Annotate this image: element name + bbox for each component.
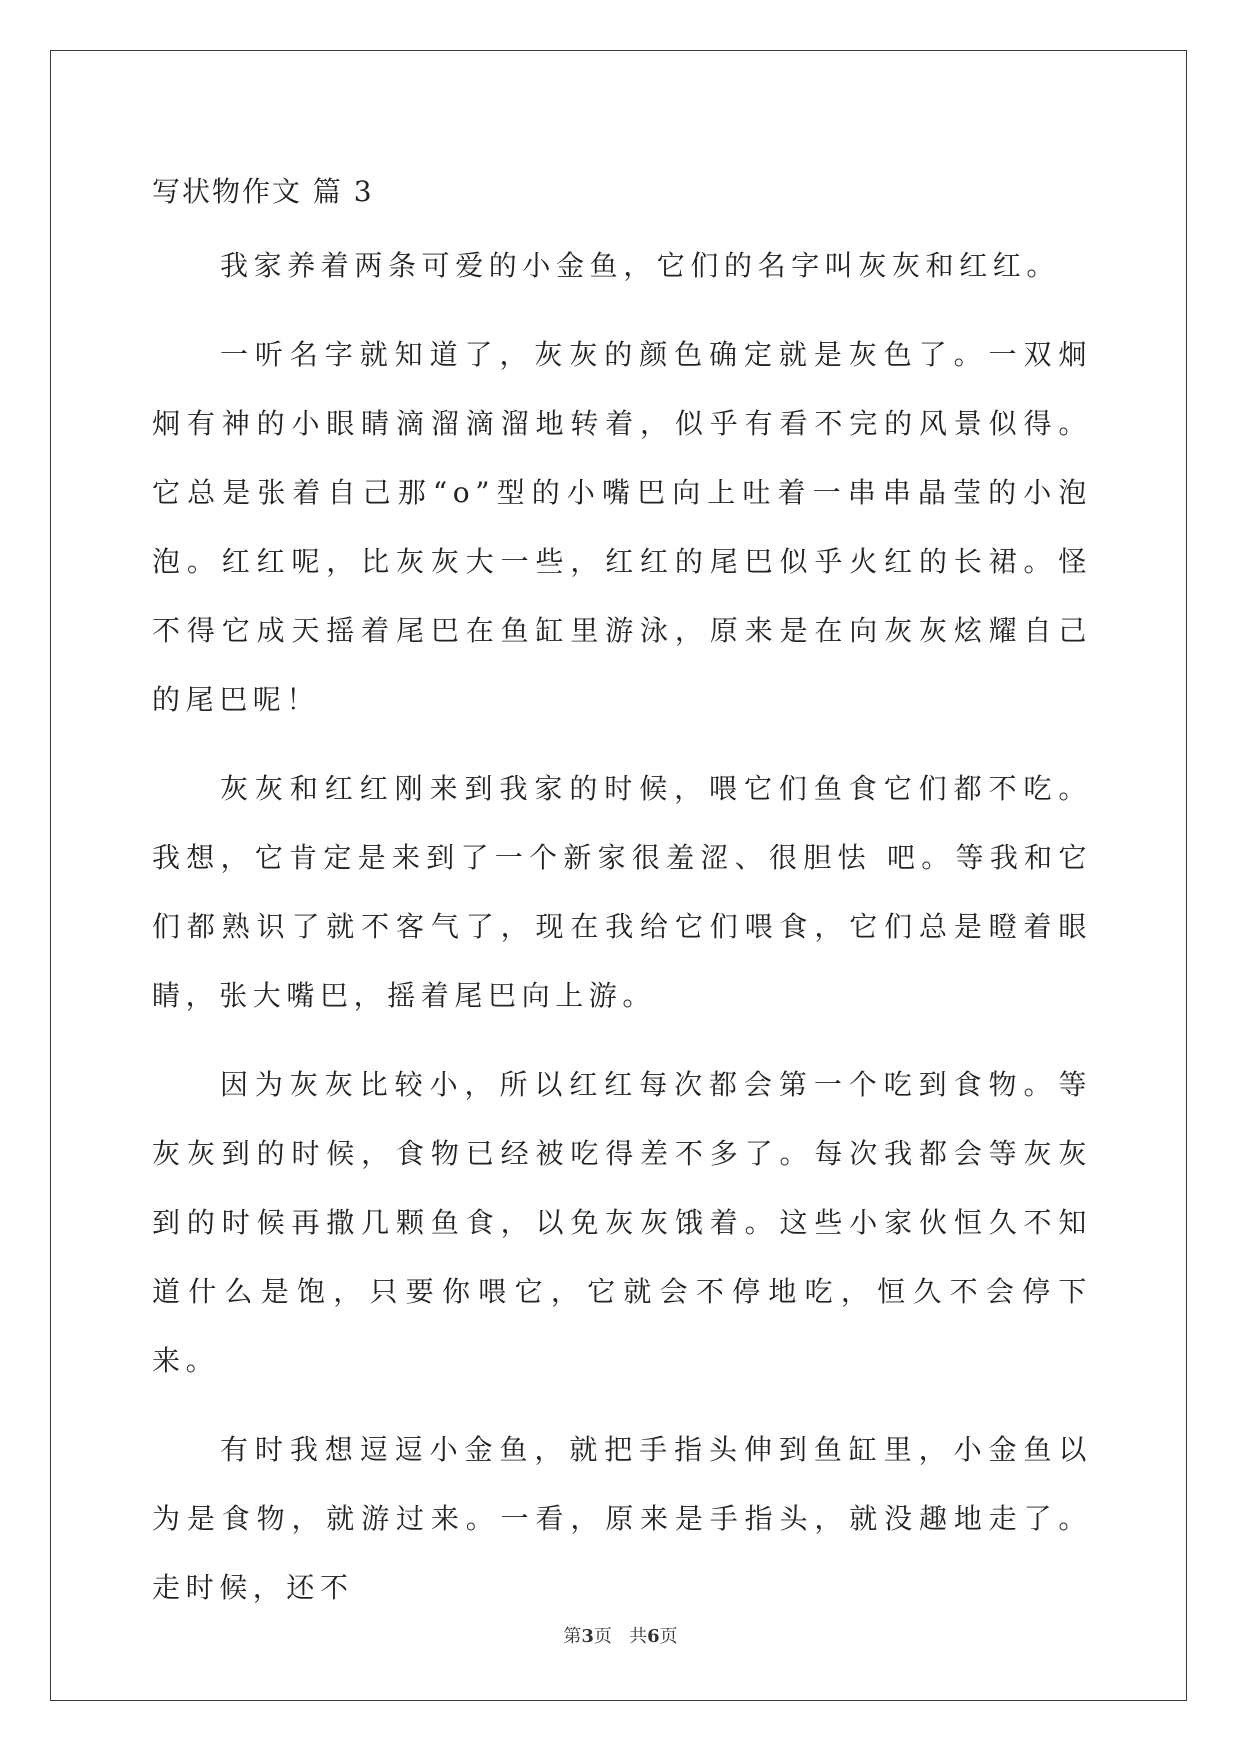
paragraph-4: 因为灰灰比较小，所以红红每次都会第一个吃到食物。等灰灰到的时候，食物已经被吃得差不多了。每次我都会等灰灰到的时候再撒几颗鱼食，以免灰灰饿着。这些小家伙恒久不知道什么是饱，只要你喂它，它就会不停地吃，恒久不会停下来。	[152, 1068, 1092, 1377]
paragraph-5: 有时我想逗逗小金鱼，就把手指头伸到鱼缸里，小金鱼以为是食物，就游过来。一看，原来是手指头，就没趣地走了。走时候，还不	[152, 1433, 1092, 1604]
page-mid: 页 共	[593, 1626, 648, 1647]
paragraph-3: 灰灰和红红刚来到我家的时候，喂它们鱼食它们都不吃。我想，它肯定是来到了一个新家很羞涩、很胆怯 吧。等我和它们都熟识了就不客气了，现在我给它们喂食，它们总是瞪着眼睛，张大嘴巴，摇着尾巴向上游。	[152, 772, 1092, 1012]
essay-title: 写状物作文 篇 3	[152, 175, 374, 208]
current-page-number: 3	[581, 1626, 594, 1647]
paragraph-2: 一听名字就知道了，灰灰的颜色确定就是灰色了。一双炯炯有神的小眼睛滴溜滴溜地转着，似乎有看不完的风景似得。它总是张着自己那“o”型的小嘴巴向上吐着一串串晶莹的小泡泡。红红呢，比灰灰大一些，红红的尾巴似乎火红的长裙。怪不得它成天摇着尾巴在鱼缸里游泳，原来是在向灰灰炫耀自己的尾巴呢！	[152, 338, 1092, 716]
page-suffix: 页	[659, 1626, 678, 1647]
document-body	[152, 165, 1092, 1642]
paragraph-1: 我家养着两条可爱的小金鱼，它们的名字叫灰灰和红红。	[220, 249, 1061, 282]
page-footer	[0, 1622, 1241, 1648]
page-prefix: 第	[563, 1626, 582, 1647]
total-pages-number: 6	[647, 1626, 660, 1647]
